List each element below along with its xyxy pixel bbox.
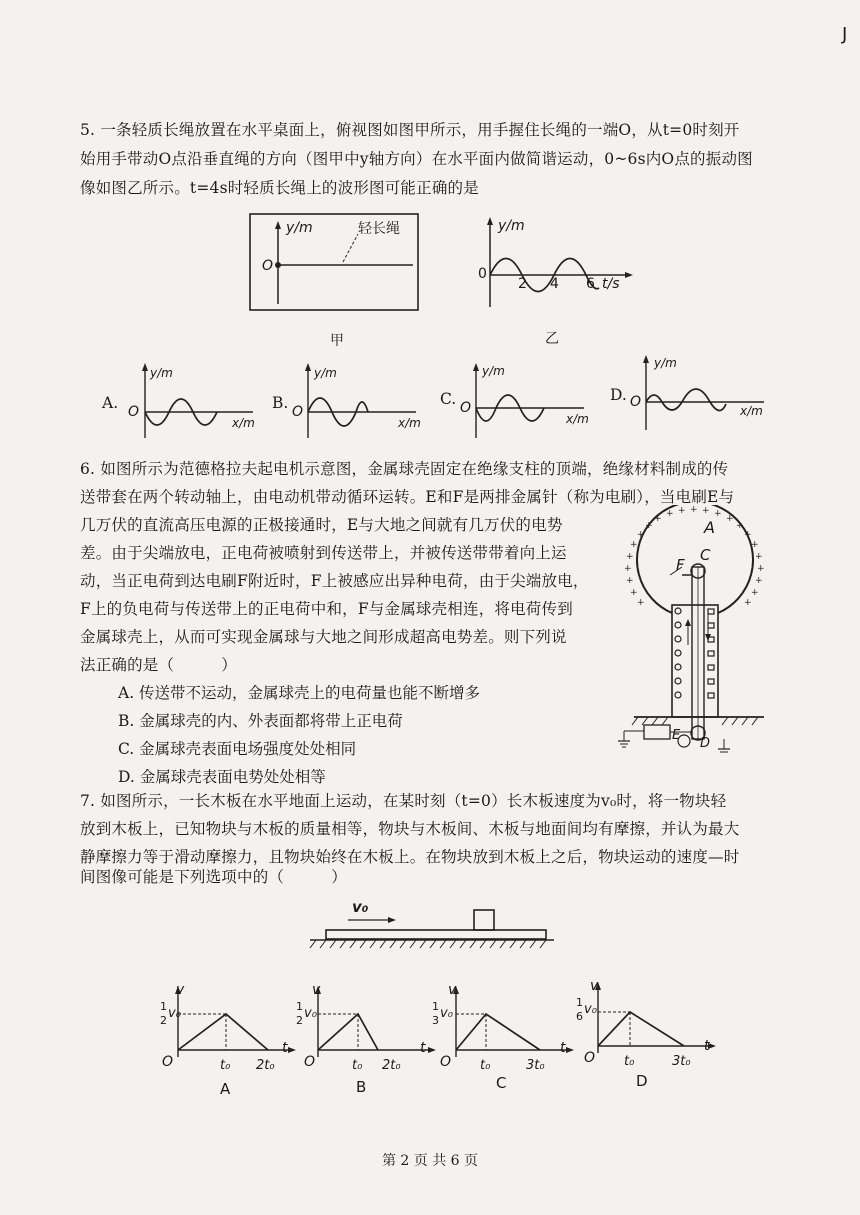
vt-d-t0: t₀ [624, 1054, 635, 1069]
corner-mark: J [842, 24, 848, 45]
q5-d-ylabel: y/m [654, 356, 677, 370]
q5-option-d-letter: D. [610, 386, 627, 404]
q5-d-origin: O [630, 394, 642, 410]
vt-b-origin: O [304, 1054, 316, 1070]
vdg-label-c: C [700, 546, 711, 564]
vt-d-taxis: t [704, 1038, 710, 1054]
vt-a-frac-num: 1 [160, 1000, 167, 1013]
board-diagram [306, 904, 556, 954]
vdg-label-d: D [700, 736, 711, 751]
vt-b-v0: v₀ [304, 1006, 317, 1021]
vt-b-caption: B [356, 1078, 367, 1096]
yi-tick-4: 4 [550, 276, 559, 292]
svg-text:+: + [624, 564, 632, 574]
q5-line-3: 像如图乙所示。t=4s时轻质长绳上的波形图可能正确的是 [80, 179, 479, 197]
vt-d-origin: O [584, 1050, 596, 1066]
vt-d-frac-num: 1 [576, 996, 583, 1009]
svg-text:+: + [757, 564, 765, 574]
vt-d-v0: v₀ [584, 1002, 597, 1017]
vt-a-origin: O [162, 1054, 174, 1070]
q6-line-7: 金属球壳上，从而可实现金属球与大地之间形成超高电势差。则下列说 [80, 628, 567, 646]
vdg-label-a: A [704, 518, 715, 537]
vt-d-tend: 3t₀ [672, 1054, 691, 1069]
svg-text:+: + [626, 552, 634, 562]
svg-text:+: + [714, 509, 722, 519]
vt-c-origin: O [440, 1054, 452, 1070]
svg-text:+: + [678, 506, 686, 516]
q7-line-3: 静摩擦力等于滑动摩擦力，且物块始终在木板上。在物块放到木板上之后，物块运动的速度—时 [80, 848, 740, 866]
vt-c-frac-den: 3 [432, 1014, 439, 1027]
q5-a-origin: O [128, 404, 140, 420]
q5-b-origin: O [292, 404, 304, 420]
q5-b-xlabel: x/m [398, 416, 421, 430]
jia-caption: 甲 [330, 333, 344, 349]
svg-text:+: + [751, 588, 759, 598]
q7-line-2: 放到木板上，已知物块与木板的质量相等，物块与木板间、木板与地面间均有摩擦，并认为最大 [80, 820, 740, 838]
svg-text:+: + [736, 521, 744, 531]
vt-a-v0: v₀ [168, 1006, 181, 1021]
yi-tick-6: 6 [586, 276, 595, 292]
q5-d-xlabel: x/m [740, 404, 763, 418]
q5-c-ylabel: y/m [482, 364, 505, 378]
svg-text:+: + [626, 576, 634, 586]
q5-c-origin: O [460, 400, 472, 416]
vdg-label-e: E [672, 728, 681, 743]
q6-option-d: D. 金属球壳表面电势处处相等 [118, 768, 326, 786]
vt-b-frac-num: 1 [296, 1000, 303, 1013]
svg-text:+: + [637, 598, 645, 608]
q6-option-b: B. 金属球壳的内、外表面都将带上正电荷 [118, 712, 403, 730]
vt-a-vaxis: v [176, 982, 185, 998]
q5-line-1: 5. 一条轻质长绳放置在水平桌面上，俯视图如图甲所示，用手握住长绳的一端O，从t=0时刻开 [80, 121, 740, 139]
yi-origin: 0 [478, 266, 487, 282]
yi-ylabel: y/m [498, 218, 525, 234]
q6-line-6: F上的负电荷与传送带上的正电荷中和，F与金属球壳相连，将电荷传到 [80, 600, 573, 618]
q7-line-1: 7. 如图所示，一长木板在水平地面上运动，在某时刻（t=0）长木板速度为v₀时，将一物块轻 [80, 792, 727, 810]
vt-a-taxis: t [282, 1040, 288, 1056]
q6-option-a: A. 传送带不运动，金属球壳上的电荷量也能不断增多 [118, 684, 481, 702]
board-velocity-label: v₀ [352, 898, 369, 916]
q6-line-2: 送带套在两个转动轴上，由电动机带动循环运转。E和F是两排金属针（称为电刷），当电刷E与 [80, 488, 735, 506]
q6-line-5: 动，当正电荷到达电刷F附近时，F上被感应出异种电荷，由于尖端放电， [80, 572, 589, 590]
vt-b-t0: t₀ [352, 1058, 363, 1073]
yi-xlabel: t/s [602, 276, 620, 292]
vt-b-frac-den: 2 [296, 1014, 303, 1027]
page-footer: 第 2 页 共 6 页 [381, 1153, 479, 1169]
vt-c-tend: 3t₀ [526, 1058, 545, 1073]
q5-option-a-letter: A. [102, 394, 119, 412]
svg-text:+: + [726, 514, 734, 524]
vt-d-vaxis: v [590, 978, 599, 994]
vt-c-v0: v₀ [440, 1006, 453, 1021]
vt-b-vaxis: v [312, 982, 321, 998]
q5-option-c-letter: C. [440, 390, 457, 408]
vt-c-vaxis: v [448, 982, 457, 998]
svg-text:+: + [744, 598, 752, 608]
q5-option-b-letter: B. [272, 394, 289, 412]
svg-text:+: + [690, 505, 698, 515]
vdg-label-f: F [676, 556, 685, 574]
jia-rope-label: 轻长绳 [358, 221, 400, 237]
q6-line-1: 6. 如图所示为范德格拉夫起电机示意图，金属球壳固定在绝缘支柱的顶端，绝缘材料制成的传 [80, 460, 729, 478]
vt-c-taxis: t [560, 1040, 566, 1056]
jia-ylabel: y/m [286, 220, 313, 236]
q5-a-xlabel: x/m [232, 416, 255, 430]
svg-text:+: + [744, 530, 752, 540]
vt-a-caption: A [220, 1080, 231, 1098]
svg-text:+: + [645, 521, 653, 531]
vt-c-caption: C [496, 1074, 507, 1092]
van-de-graaff-diagram [614, 505, 774, 761]
vt-a-frac-den: 2 [160, 1014, 167, 1027]
vt-c-frac-num: 1 [432, 1000, 439, 1013]
q6-line-4: 差。由于尖端放电，正电荷被喷射到传送带上，并被传送带带着向上运 [80, 544, 567, 562]
jia-origin: O [262, 258, 274, 274]
yi-caption: 乙 [545, 331, 559, 347]
yi-tick-2: 2 [518, 276, 527, 292]
q5-line-2: 始用手带动O点沿垂直绳的方向（图甲中y轴方向）在水平面内做简谐运动，0~6s内O点的振动图 [80, 150, 753, 168]
vt-d-caption: D [636, 1072, 648, 1090]
vt-b-tend: 2t₀ [382, 1058, 401, 1073]
svg-text:+: + [630, 588, 638, 598]
q6-line-3: 几万伏的直流高压电源的正极接通时，E与大地之间就有几万伏的电势 [80, 516, 563, 534]
q5-b-ylabel: y/m [314, 366, 337, 380]
vt-b-taxis: t [420, 1040, 426, 1056]
vt-d-frac-den: 6 [576, 1010, 583, 1023]
svg-text:+: + [637, 530, 645, 540]
svg-text:+: + [666, 509, 674, 519]
svg-text:+: + [630, 540, 638, 550]
svg-text:+: + [755, 552, 763, 562]
vt-graph-a [150, 982, 300, 1062]
vt-a-tend: 2t₀ [256, 1058, 275, 1073]
vt-c-t0: t₀ [480, 1058, 491, 1073]
vt-a-t0: t₀ [220, 1058, 231, 1073]
q6-line-8: 法正确的是（ ） [80, 656, 238, 674]
q7-line-4: 间图像可能是下列选项中的（ ） [80, 868, 347, 886]
q5-a-ylabel: y/m [150, 366, 173, 380]
svg-text:+: + [702, 506, 710, 516]
svg-text:+: + [751, 540, 759, 550]
q5-c-xlabel: x/m [566, 412, 589, 426]
svg-text:+: + [654, 514, 662, 524]
svg-text:+: + [755, 576, 763, 586]
q6-option-c: C. 金属球壳表面电场强度处处相同 [118, 740, 357, 758]
